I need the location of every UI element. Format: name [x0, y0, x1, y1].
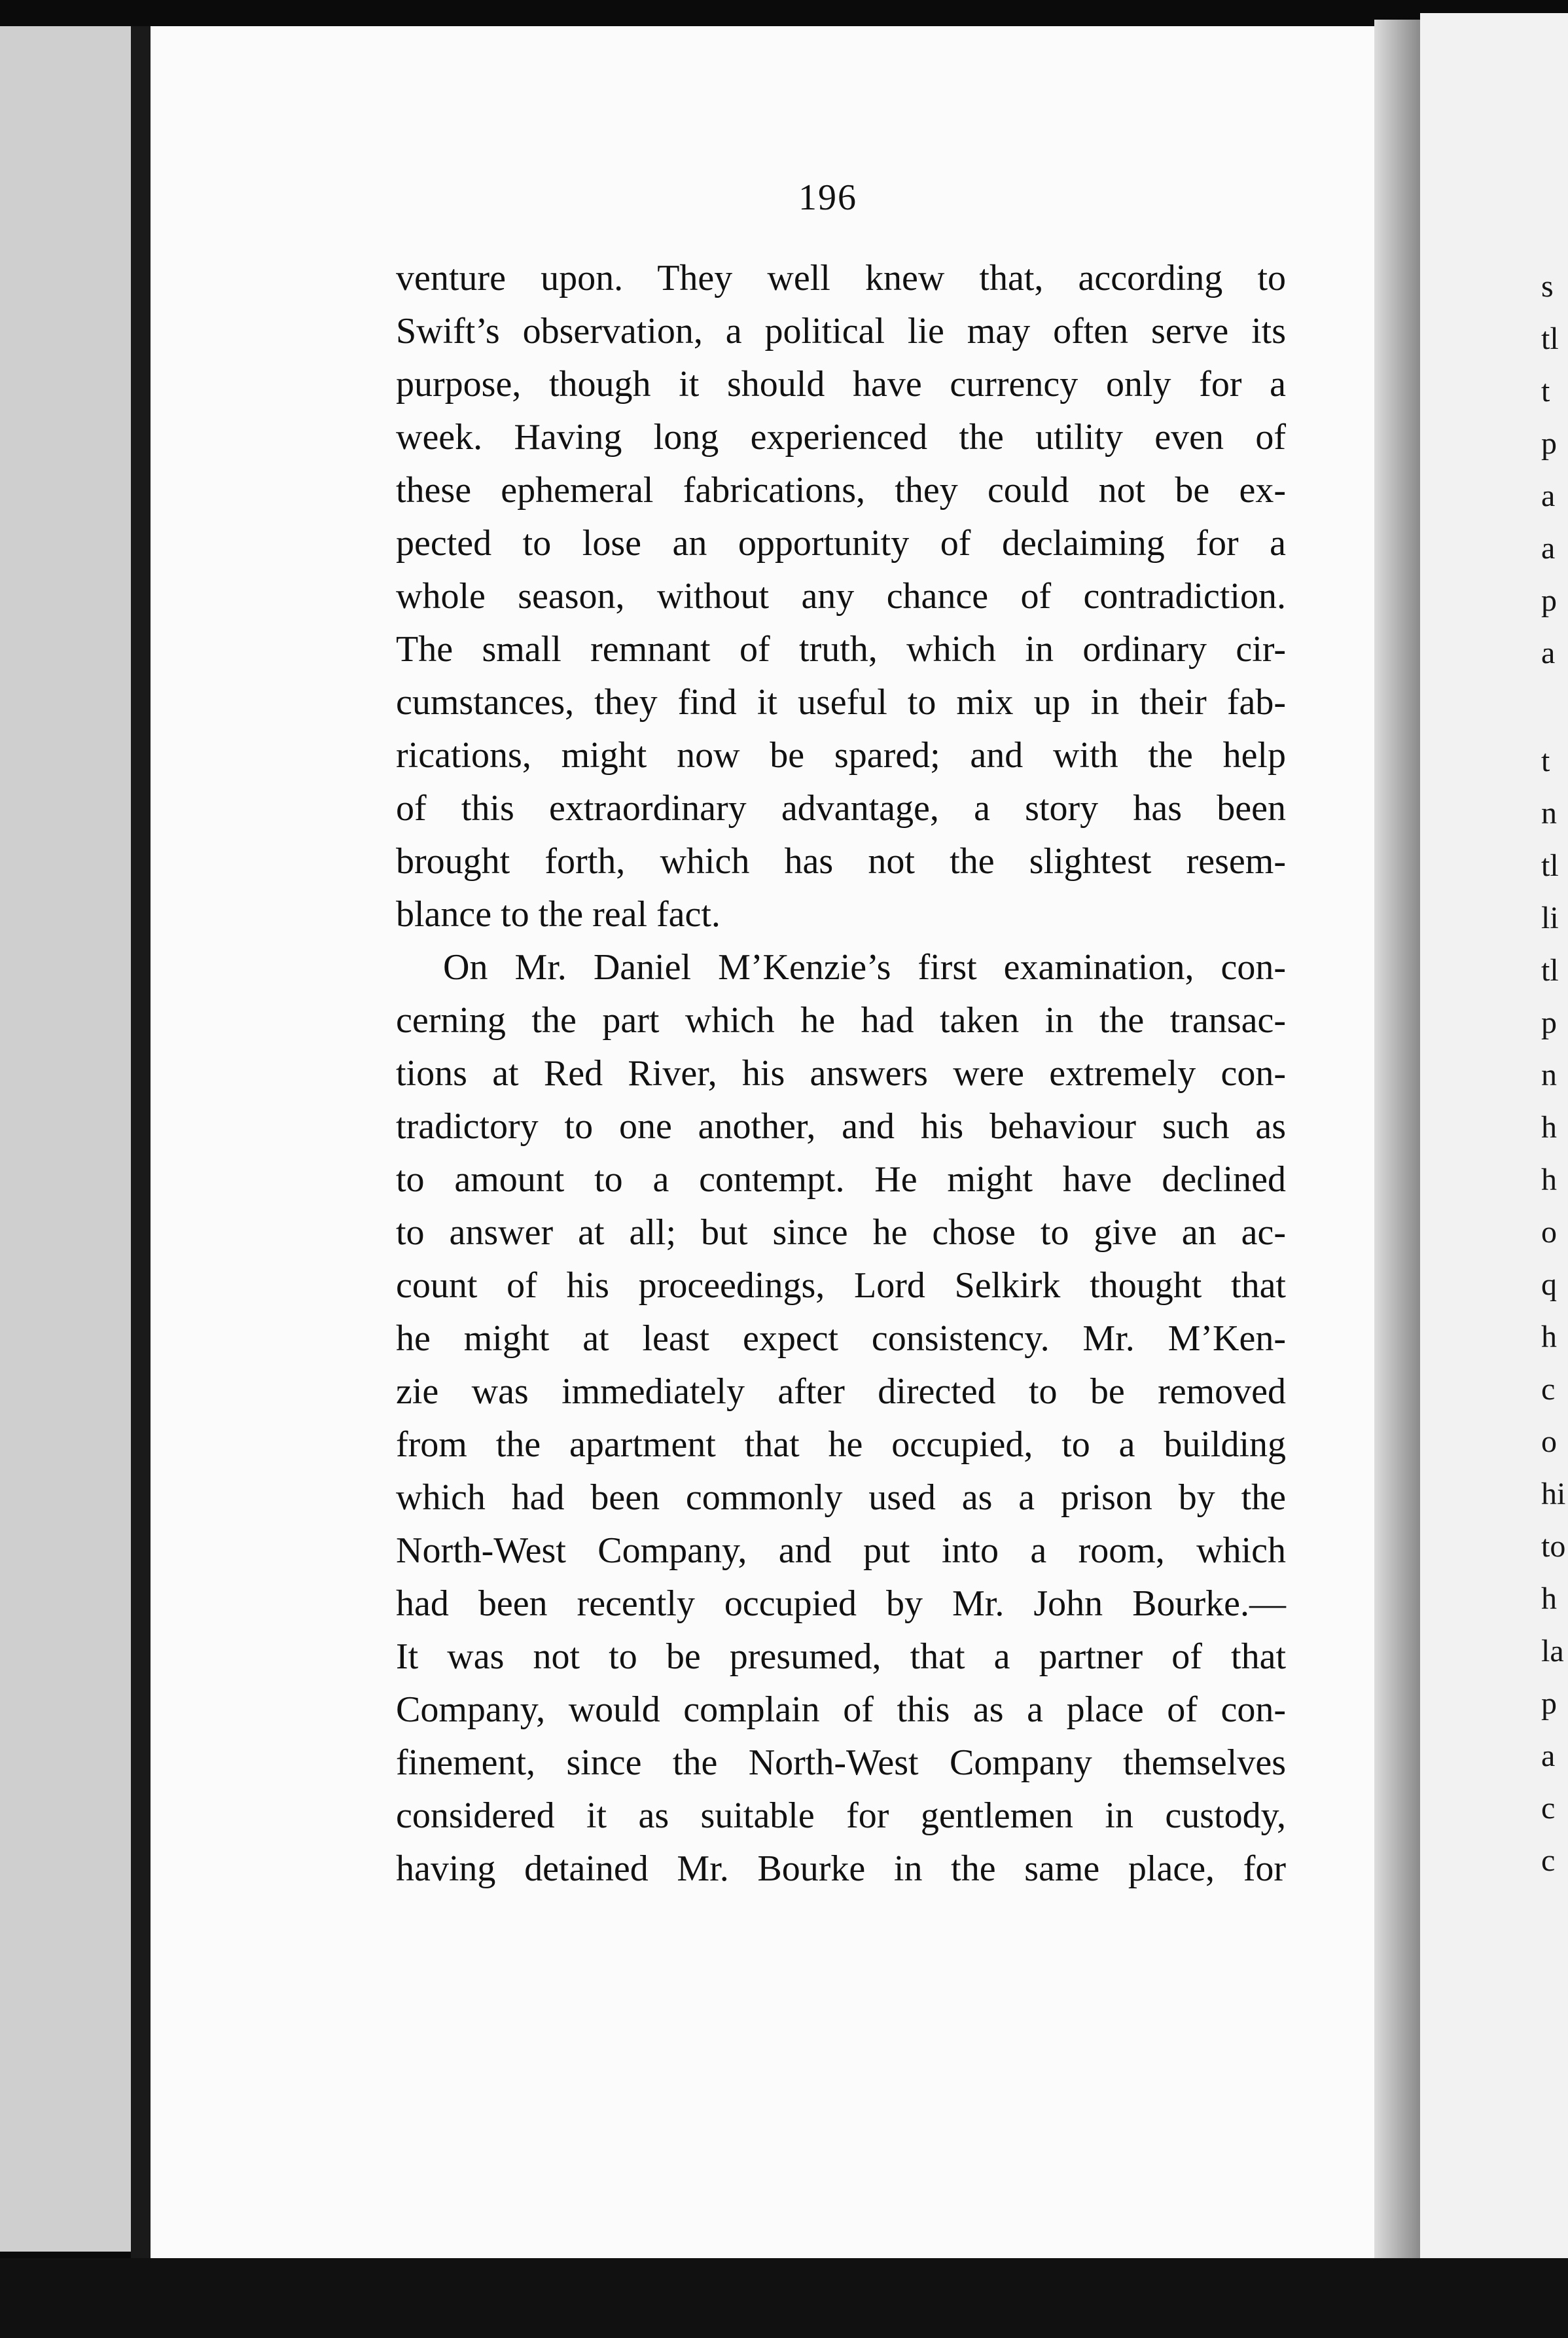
text-line: finement, since the North-West Company themselves	[396, 1742, 1286, 1783]
facing-page-fragment: li	[1541, 901, 1559, 935]
scan-bottom-border	[0, 2258, 1568, 2338]
text-line: Company, would complain of this as a place of con-	[396, 1689, 1286, 1730]
text-line: had been recently occupied by Mr. John Bourke.—	[396, 1583, 1286, 1624]
facing-page-fragment: n	[1541, 796, 1557, 831]
facing-page-fragment: c	[1541, 1843, 1556, 1878]
facing-page-fragment: tl	[1541, 321, 1559, 356]
page-gutter-shadow	[1374, 20, 1420, 2278]
facing-page-fragment: a	[1541, 478, 1556, 513]
facing-page-fragment: a	[1541, 1738, 1556, 1773]
facing-page-fragment: h	[1541, 1110, 1557, 1145]
text-line: pected to lose an opportunity of declaiming for a	[396, 523, 1286, 564]
text-line: tradictory to one another, and his behaviour such as	[396, 1106, 1286, 1147]
facing-page-fragment: a	[1541, 531, 1556, 566]
facing-page-fragment: p	[1541, 1005, 1557, 1040]
facing-page-fragment: a	[1541, 636, 1556, 670]
facing-page-fragment: s	[1541, 269, 1554, 304]
text-line: rications, might now be spared; and with the help	[396, 735, 1286, 776]
facing-page-fragment: c	[1541, 1372, 1556, 1407]
text-line: purpose, though it should have currency only for a	[396, 364, 1286, 405]
text-line: of this extraordinary advantage, a story has been	[396, 788, 1286, 829]
facing-page-fragment: p	[1541, 583, 1557, 618]
text-line: considered it as suitable for gentlemen in custody,	[396, 1795, 1286, 1836]
facing-page-fragment: to	[1541, 1529, 1566, 1564]
text-line: venture upon. They well knew that, according to	[396, 258, 1286, 298]
facing-page-fragment: hi	[1541, 1477, 1566, 1511]
scan-left-margin	[0, 26, 131, 2252]
facing-page-fragment: q	[1541, 1267, 1557, 1302]
text-line: tions at Red River, his answers were extremely con-	[396, 1053, 1286, 1094]
facing-page-fragment: p	[1541, 426, 1557, 461]
facing-page-fragment: h	[1541, 1162, 1557, 1197]
text-line: having detained Mr. Bourke in the same place, for	[396, 1848, 1286, 1889]
text-line: Swift’s observation, a political lie may often serve its	[396, 311, 1286, 351]
page-body-text	[396, 252, 1286, 1896]
text-line: whole season, without any chance of contradiction.	[396, 576, 1286, 617]
page-number: 196	[798, 177, 857, 218]
text-line: which had been commonly used as a prison by the	[396, 1477, 1286, 1518]
text-line: On Mr. Daniel M’Kenzie’s first examination, con-	[443, 947, 1286, 988]
facing-page-fragment: tl	[1541, 848, 1559, 883]
text-line: to answer at all; but since he chose to give an ac-	[396, 1212, 1286, 1253]
text-line: blance to the real fact.	[396, 894, 721, 935]
text-line: It was not to be presumed, that a partner of that	[396, 1636, 1286, 1677]
facing-page-fragment: t	[1541, 744, 1550, 778]
text-line: from the apartment that he occupied, to a building	[396, 1424, 1286, 1465]
text-line: zie was immediately after directed to be removed	[396, 1371, 1286, 1412]
text-line: he might at least expect consistency. Mr. M’Ken-	[396, 1318, 1286, 1359]
text-line: The small remnant of truth, which in ordinary cir-	[396, 629, 1286, 670]
text-line: count of his proceedings, Lord Selkirk thought that	[396, 1265, 1286, 1306]
facing-page-fragment: o	[1541, 1215, 1557, 1250]
facing-page-fragment: tl	[1541, 953, 1559, 988]
facing-page-fragment: o	[1541, 1424, 1557, 1459]
facing-page-fragment: h	[1541, 1320, 1557, 1354]
text-line: these ephemeral fabrications, they could not be ex-	[396, 470, 1286, 511]
facing-page-fragment: n	[1541, 1058, 1557, 1092]
text-line: North-West Company, and put into a room, which	[396, 1530, 1286, 1571]
facing-page-fragment: h	[1541, 1581, 1557, 1616]
text-line: cumstances, they find it useful to mix up in their fab-	[396, 682, 1286, 723]
text-line: cerning the part which he had taken in the transac-	[396, 1000, 1286, 1041]
text-line: brought forth, which has not the slightest resem-	[396, 841, 1286, 882]
facing-page-fragment: la	[1541, 1634, 1564, 1668]
text-line: to amount to a contempt. He might have declined	[396, 1159, 1286, 1200]
facing-page-fragment: c	[1541, 1791, 1556, 1825]
text-line: week. Having long experienced the utility even of	[396, 417, 1286, 458]
facing-page-fragment: t	[1541, 374, 1550, 408]
facing-page-fragment: p	[1541, 1686, 1557, 1721]
